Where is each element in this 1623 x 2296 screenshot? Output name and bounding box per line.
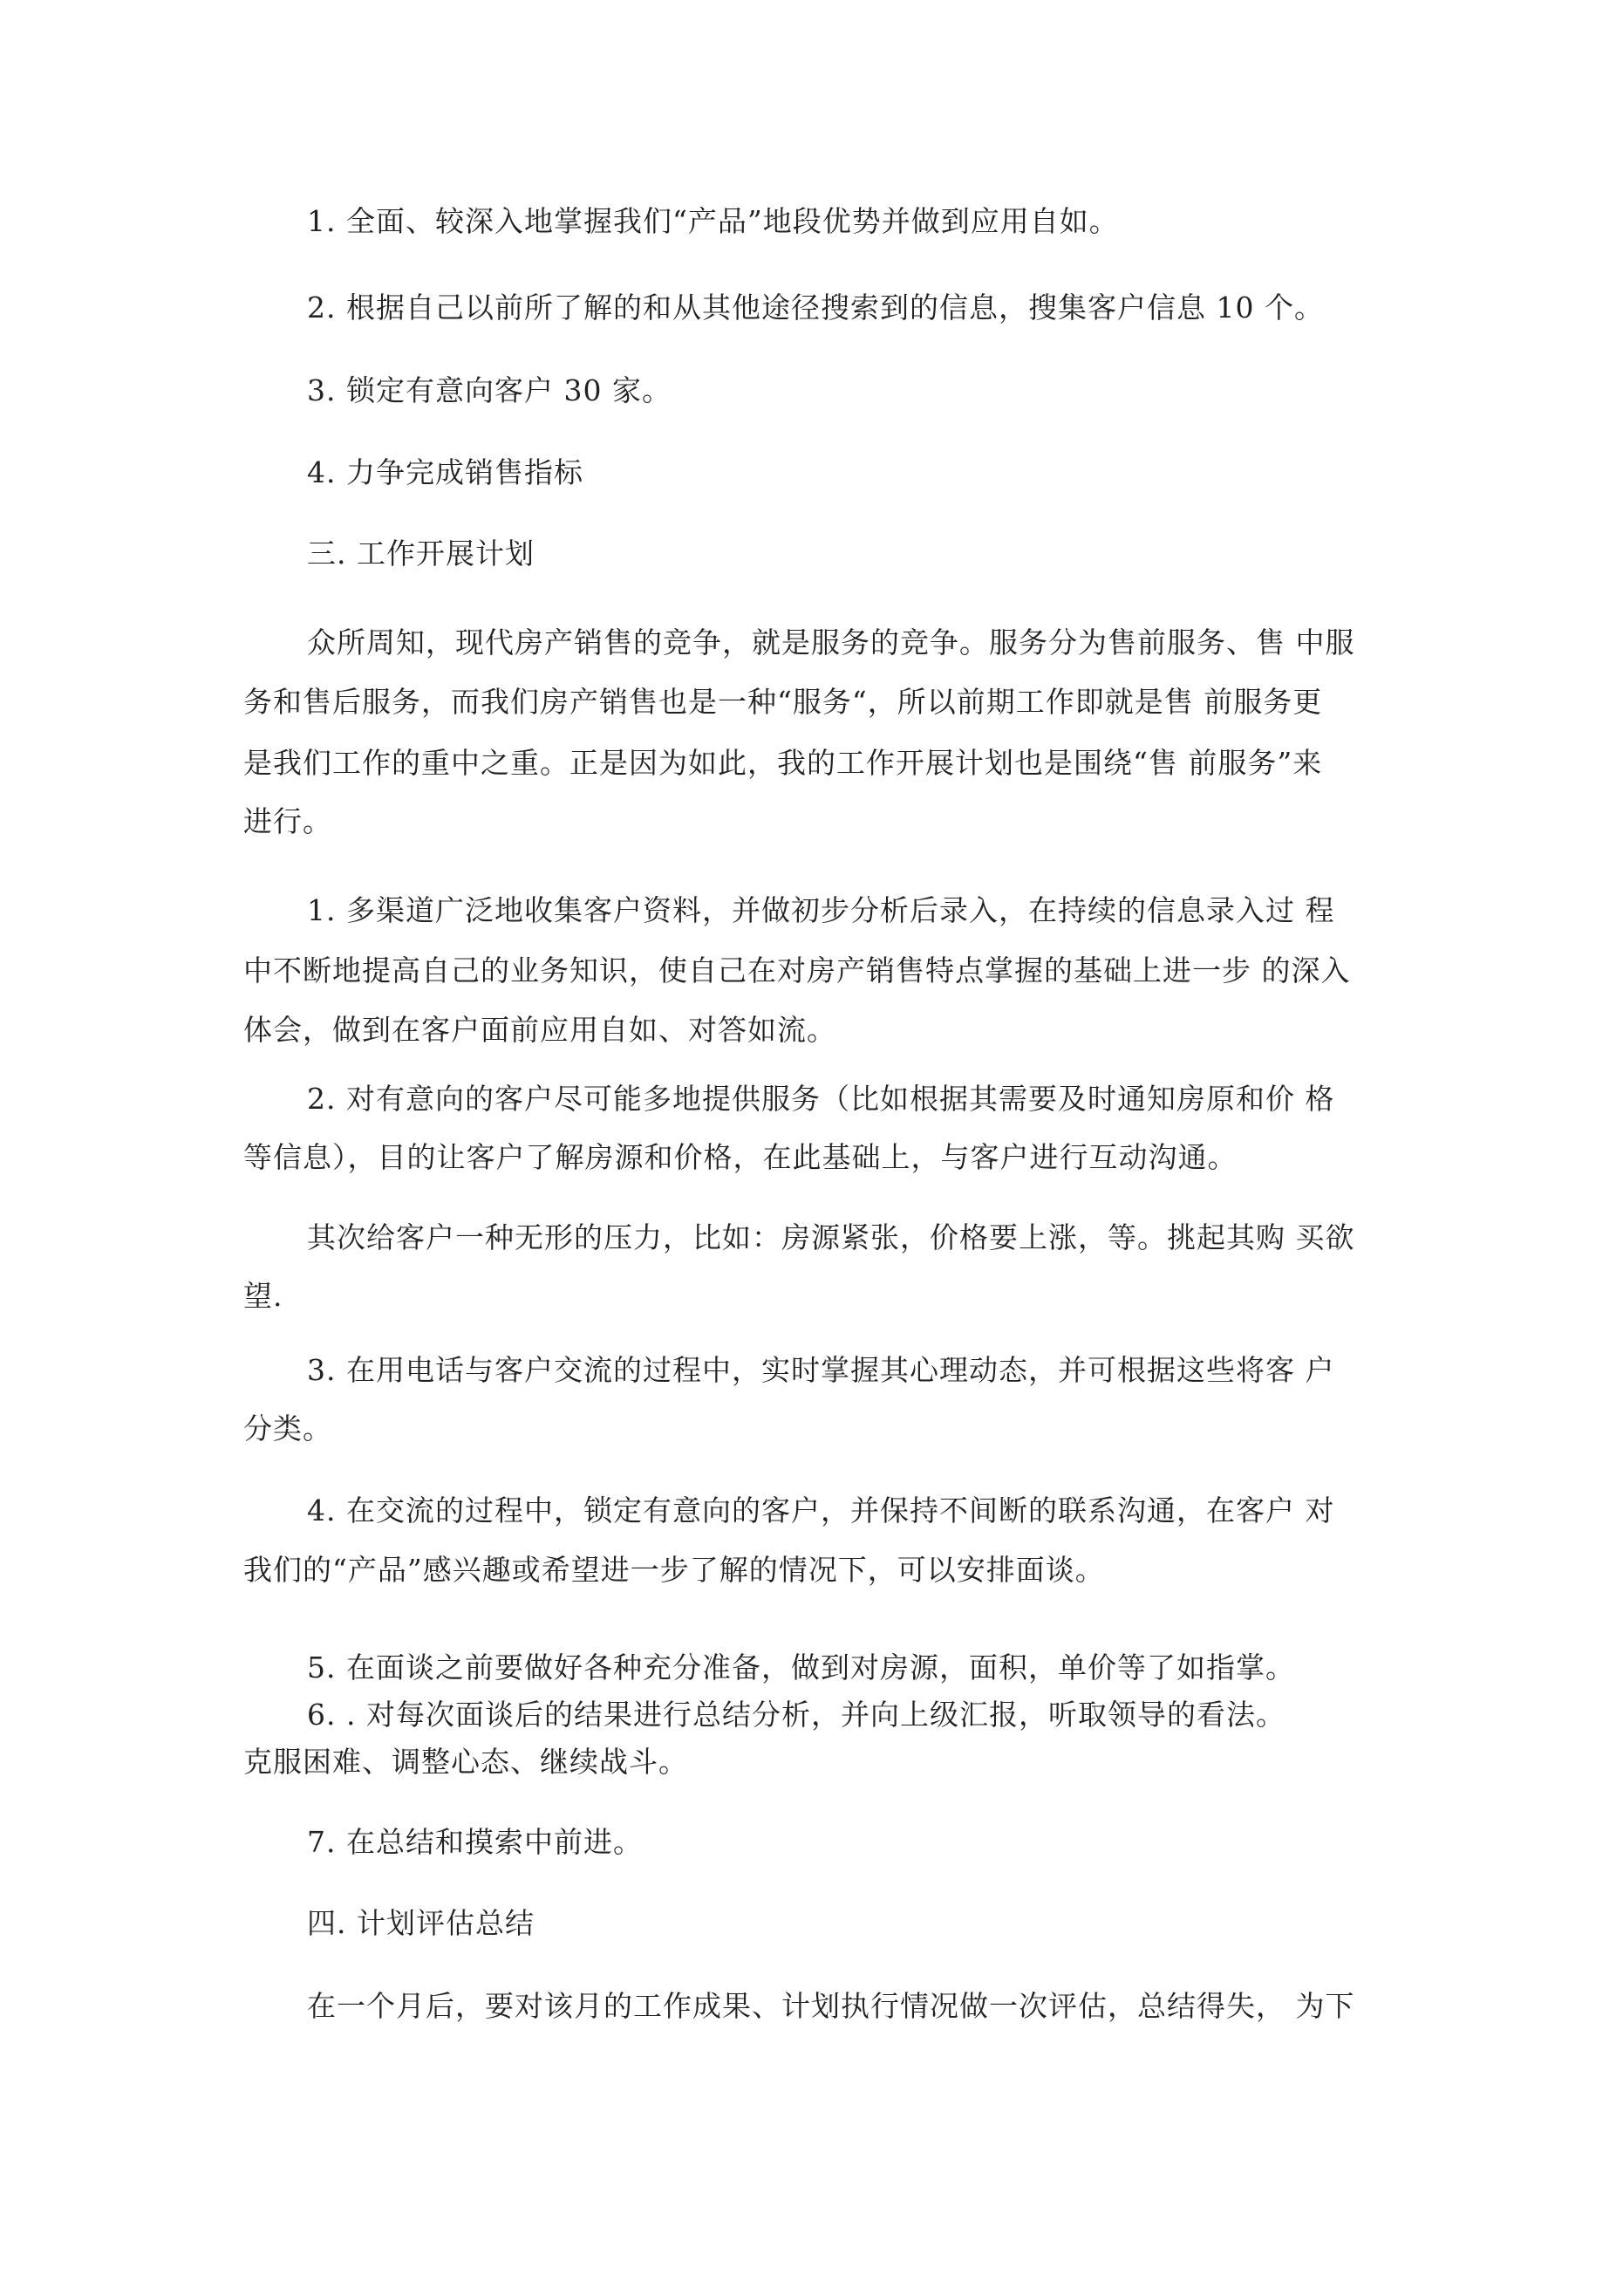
text-line: 克服困难、调整心态、继续战斗。 <box>243 1745 688 1779</box>
text-line: 3. 锁定有意向客户 30 家。 <box>307 373 672 407</box>
text-line: 3. 在用电话与客户交流的过程中，实时掌握其心理动态，并可根据这些将客 户 <box>307 1353 1335 1387</box>
text-line: 1. 多渠道广泛地收集客户资料，并做初步分析后录入，在持续的信息录入过 程 <box>307 893 1335 927</box>
text-line: 是我们工作的重中之重。正是因为如此，我的工作开展计划也是围绕“售 前服务”来 <box>243 746 1323 780</box>
text-line: 众所周知，现代房产销售的竞争，就是服务的竞争。服务分为售前服务、售 中服 <box>307 625 1355 659</box>
text-line: 望. <box>243 1279 283 1313</box>
text-line: 7. 在总结和摸索中前进。 <box>307 1825 643 1859</box>
text-line: 分类。 <box>243 1411 332 1445</box>
text-line: 我们的“产品”感兴趣或希望进一步了解的情况下，可以安排面谈。 <box>243 1553 1105 1587</box>
text-line: 等信息），目的让客户了解房源和价格，在此基础上，与客户进行互动沟通。 <box>243 1140 1238 1174</box>
text-line: 4. 在交流的过程中，锁定有意向的客户，并保持不间断的联系沟通，在客户 对 <box>307 1493 1335 1527</box>
text-line: 2. 根据自己以前所了解的和从其他途径搜索到的信息，搜集客户信息 10 个。 <box>307 290 1324 325</box>
section-heading: 三. 工作开展计划 <box>307 536 535 571</box>
text-line: 进行。 <box>243 804 332 838</box>
text-line: 5. 在面谈之前要做好各种充分准备，做到对房源，面积，单价等了如指掌。 <box>307 1650 1295 1684</box>
text-line: 体会，做到在客户面前应用自如、对答如流。 <box>243 1013 836 1047</box>
section-heading: 四. 计划评估总结 <box>307 1906 535 1940</box>
text-line: 4. 力争完成销售指标 <box>307 455 583 489</box>
text-line: 2. 对有意向的客户尽可能多地提供服务（比如根据其需要及时通知房原和价 格 <box>307 1082 1335 1116</box>
text-line: 其次给客户一种无形的压力，比如：房源紧张，价格要上涨，等。挑起其购 买欲 <box>307 1220 1355 1254</box>
text-line: 中不断地提高自己的业务知识，使自己在对房产销售特点掌握的基础上进一步 的深入 <box>243 953 1351 987</box>
text-line: 6. . 对每次面谈后的结果进行总结分析，并向上级汇报，听取领导的看法。 <box>307 1698 1285 1732</box>
text-line: 1. 全面、较深入地掌握我们“产品”地段优势并做到应用自如。 <box>307 204 1119 238</box>
text-line: 务和售后服务，而我们房产销售也是一种“服务“，所以前期工作即就是售 前服务更 <box>243 685 1323 719</box>
text-line: 在一个月后，要对该月的工作成果、计划执行情况做一次评估，总结得失， 为下 <box>307 1989 1355 2023</box>
